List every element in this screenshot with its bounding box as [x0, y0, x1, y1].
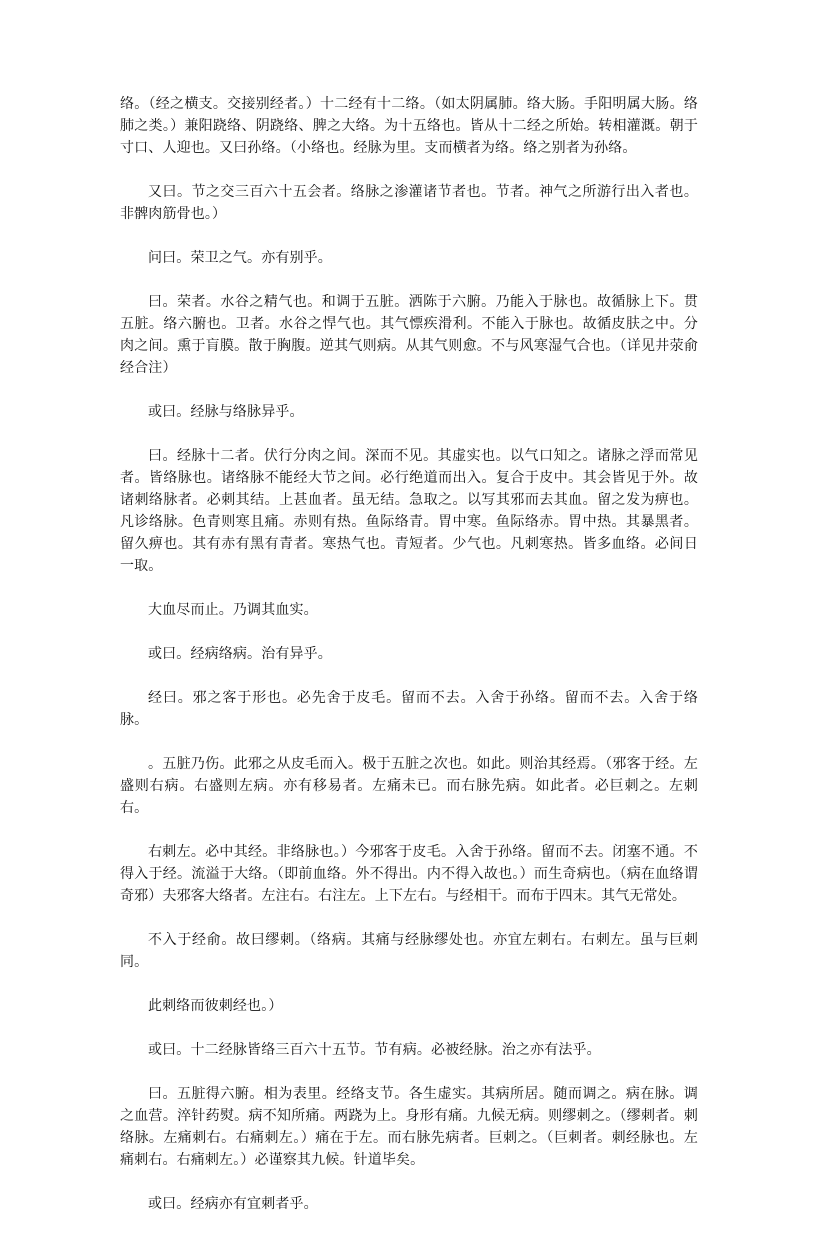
paragraph-2: 又曰。节之交三百六十五会者。络脉之渗灌诸节者也。节者。神气之所游行出入者也。非髀肉筋骨也。） — [120, 184, 698, 222]
paragraph-4: 曰。荣者。水谷之精气也。和调于五脏。洒陈于六腑。乃能入于脉也。故循脉上下。贯五脏。络六腑也。卫者。水谷之悍气也。其气慓疾滑利。不能入于脉也。故循皮肤之中。分肉之间。熏于肓膜。散于胸腹。逆其气则病。从其气则愈。不与风寒湿气合也。（详见井荥俞经合注） — [120, 294, 698, 376]
paragraph-14: 或曰。十二经脉皆络三百六十五节。节有病。必被经脉。治之亦有法乎。 — [148, 1042, 601, 1058]
paragraph-15: 曰。五脏得六腑。相为表里。经络支节。各生虚实。其病所居。随而调之。病在脉。调之血营。淬针药熨。病不知所痛。两跷为上。身形有痛。九候无病。则缪刺之。（缪刺者。刺络脉。左痛刺右。右痛刺左。）痛在于左。而右脉先病者。巨刺之。（巨刺者。刺经脉也。左痛刺右。右痛刺左。）必谨察其九候。针道毕矣。 — [120, 1086, 698, 1168]
paragraph-9: 经曰。邪之客于形也。必先舍于皮毛。留而不去。入舍于孙络。留而不去。入舍于络脉。 — [120, 690, 698, 728]
paragraph-16: 或曰。经病亦有宜刺者乎。 — [148, 1196, 318, 1212]
paragraph-10: 。五脏乃伤。此邪之从皮毛而入。极于五脏之次也。如此。则治其经焉。（邪客于经。左盛则右病。右盛则左病。亦有移易者。左痛未已。而右脉先病。如此者。必巨刺之。左刺右。 — [120, 756, 698, 816]
document-page — [120, 93, 698, 1237]
paragraph-6: 曰。经脉十二者。伏行分肉之间。深而不见。其虚实也。以气口知之。诸脉之浮而常见者。皆络脉也。诸络脉不能经大节之间。必行绝道而出入。复合于皮中。其会皆见于外。故诸刺络脉者。必刺其结。上甚血者。虽无结。急取之。以写其邪而去其血。留之发为痹也。凡诊络脉。色青则寒且痛。赤则有热。鱼际络青。胃中寒。鱼际络赤。胃中热。其暴黑者。留久痹也。其有赤有黑有青者。寒热气也。青短者。少气也。凡刺寒热。皆多血络。必间日一取。 — [120, 448, 698, 574]
paragraph-7: 大血尽而止。乃调其血实。 — [148, 602, 318, 618]
paragraph-13: 此刺络而彼刺经也。） — [148, 998, 283, 1014]
paragraph-3: 问曰。荣卫之气。亦有别乎。 — [148, 250, 332, 266]
paragraph-11: 右刺左。必中其经。非络脉也。）今邪客于皮毛。入舍于孙络。留而不去。闭塞不通。不得入于经。流溢于大络。（即前血络。外不得出。内不得入故也。）而生奇病也。（病在血络谓奇邪）夫邪客大络者。左注右。右注左。上下左右。与经相干。而布于四末。其气无常处。 — [120, 844, 698, 904]
paragraph-1: 络。（经之横支。交接别经者。）十二经有十二络。（如太阴属肺。络大肠。手阳明属大肠。络肺之类。）兼阳跷络、阴跷络、脾之大络。为十五络也。皆从十二经之所始。转相灌溉。朝于寸口、人迎也。又曰孙络。（小络也。经脉为里。支而横者为络。络之别者为孙络。 — [120, 96, 698, 156]
paragraph-5: 或曰。经脉与络脉异乎。 — [148, 404, 304, 420]
paragraph-8: 或曰。经病络病。治有异乎。 — [148, 646, 332, 662]
paragraph-12: 不入于经俞。故曰缪刺。（络病。其痛与经脉缪处也。亦宜左刺右。右刺左。虽与巨刺同。 — [120, 932, 698, 970]
